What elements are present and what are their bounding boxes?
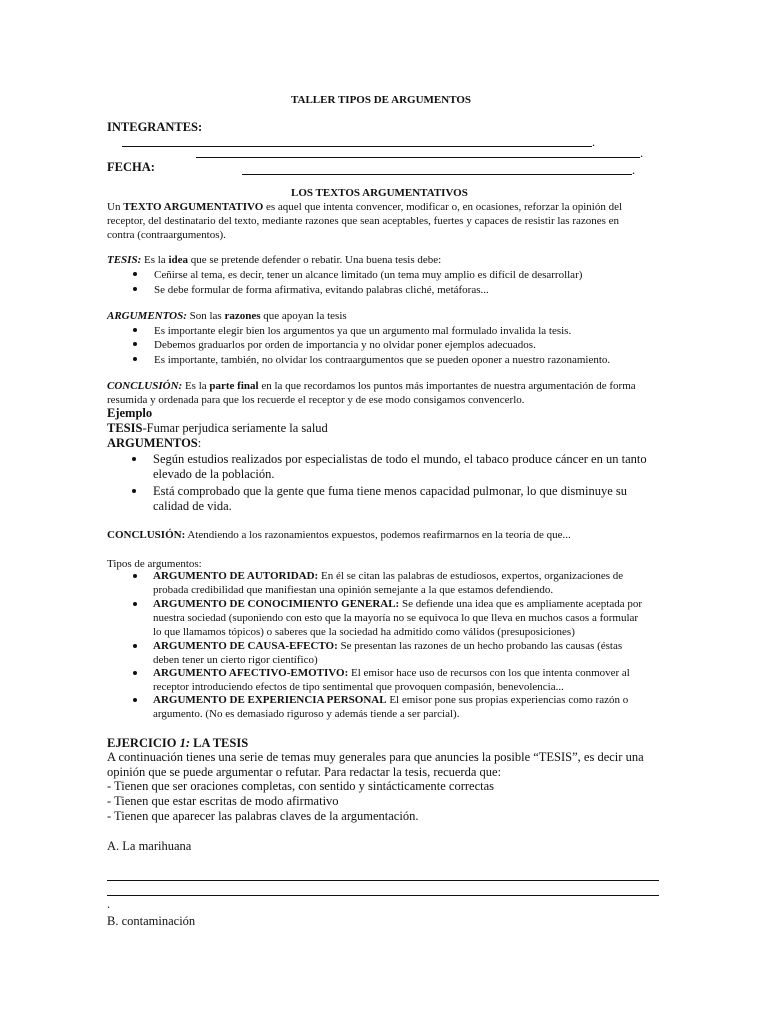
ejercicio-item-a: A. La marihuana	[107, 839, 192, 853]
ejemplo-argumentos-colon: :	[197, 436, 202, 450]
ejercicio-rule-1: - Tienen que ser oraciones completas, con sentido y sintácticamente correctas	[107, 779, 495, 793]
tesis-label: TESIS:	[107, 254, 142, 266]
ejercicio-line-1: A continuación tienes una serie de temas muy generales para que anuncies la posible “TESIS”, es decir una	[107, 750, 644, 764]
fecha-line-end: .	[632, 163, 636, 177]
tipo-1-line-2: probada credibilidad que manifiestan una opinión semejante a la que estamos defendiendo.	[153, 584, 554, 596]
integrantes-label: INTEGRANTES:	[107, 120, 203, 134]
ejercicio-rule-3: - Tienen que aparecer las palabras claves de la argumentación.	[107, 809, 419, 823]
argumentos-bullet-1: Es importante elegir bien los argumentos ya que un argumento mal formulado invalida la tesis.	[154, 325, 572, 337]
document-title: TALLER TIPOS DE ARGUMENTOS	[291, 94, 472, 106]
ejemplo-heading: Ejemplo	[107, 406, 153, 420]
conclusion-label: CONCLUSIÓN:	[107, 380, 183, 392]
bullet-icon	[133, 342, 137, 346]
tipo-1-title: ARGUMENTO DE AUTORIDAD:	[153, 570, 319, 582]
tipo-3-title: ARGUMENTO DE CAUSA-EFECTO:	[153, 640, 338, 652]
tipo-3-line-1	[153, 639, 622, 653]
argumentos-bullet-2: Debemos graduarlos por orden de importancia y no olvidar poner ejemplos adecuados.	[154, 339, 536, 351]
argumentos-bold: razones	[224, 310, 261, 322]
tipo-3-line-2: deben tener un cierto rigor científico)	[153, 654, 318, 666]
tipo-5-line-1	[153, 693, 628, 707]
ejemplo-conclusion-label: CONCLUSIÓN:	[107, 529, 186, 541]
tesis-bold: idea	[168, 254, 189, 266]
tipo-2-line-1	[153, 597, 642, 611]
tipo-5-text: El emisor pone sus propias experiencias como razón o	[386, 694, 629, 706]
tipo-3-text: Se presentan las razones de un hecho probando las causas (éstas	[337, 640, 623, 652]
fecha-label: FECHA:	[107, 160, 155, 174]
intro-line-1	[107, 200, 622, 214]
bullet-icon	[133, 328, 137, 332]
ejercicio-line-2: opinión que se puede argumentar o refutar. Para redactar la tesis, recuerda que:	[107, 765, 502, 779]
tesis-bullet-2: Se debe formular de forma afirmativa, evitando palabras cliché, metáforas...	[154, 284, 489, 296]
tipos-heading: Tipos de argumentos:	[107, 558, 202, 570]
tipo-1-text: En él se citan las palabras de estudiosos, expertos, organizaciones de	[318, 570, 624, 582]
section-heading: LOS TEXTOS ARGUMENTATIVOS	[291, 187, 468, 199]
bullet-icon	[133, 698, 137, 702]
ejercicio-item-b: B. contaminación	[107, 914, 196, 928]
ejercicio-heading-pre: EJERCICIO	[107, 736, 180, 750]
tesis-post: que se pretende defender o rebatir. Una buena tesis debe:	[188, 254, 442, 266]
tesis-pre: Es la	[141, 254, 169, 266]
integrantes-line-1-end: .	[592, 135, 596, 149]
tesis-bullet-1: Ceñirse al tema, es decir, tener un alcance limitado (un tema muy amplio es difícil de desarrollar)	[154, 269, 583, 281]
tipo-2-line-2: nuestra sociedad (suponiendo con esto que la mayoría no se equivoca lo que lleva en muchos casos a formular	[153, 612, 639, 624]
bullet-icon	[133, 357, 137, 361]
ejemplo-bullet-1-line-2: elevado de la población.	[153, 467, 275, 481]
intro-bold: TEXTO ARGUMENTATIVO	[123, 201, 264, 213]
tipo-2-title: ARGUMENTO DE CONOCIMIENTO GENERAL:	[153, 598, 400, 610]
ejercicio-heading	[107, 736, 248, 751]
integrantes-line-2	[196, 157, 640, 158]
intro-line-3: contra (contraargumentos).	[107, 229, 226, 241]
fecha-line	[242, 174, 632, 175]
tipo-2-text: Se defiende una idea que es ampliamente aceptada por	[399, 598, 643, 610]
ejemplo-argumentos-label: ARGUMENTOS	[107, 436, 198, 450]
ejemplo-bullet-2-line-2: calidad de vida.	[153, 499, 232, 513]
answer-line-a-1[interactable]	[107, 880, 659, 881]
tesis-definition	[107, 253, 441, 267]
conclusion-rest: en la que recordamos los puntos más importantes de nuestra argumentación de forma	[258, 380, 636, 392]
bullet-icon	[133, 574, 137, 578]
argumentos-label: ARGUMENTOS:	[107, 310, 187, 322]
intro-rest: es aquel que intenta convencer, modificar o, en ocasiones, reforzar la opinión del	[263, 201, 623, 213]
conclusion-pre: Es la	[182, 380, 210, 392]
bullet-icon	[133, 287, 137, 291]
bullet-icon	[132, 457, 136, 461]
argumentos-definition	[107, 309, 347, 323]
tipo-5-title: ARGUMENTO DE EXPERIENCIA PERSONAL	[153, 694, 387, 706]
ejercicio-rule-2: - Tienen que estar escritas de modo afirmativo	[107, 794, 339, 808]
ejercicio-heading-post: LA TESIS	[190, 736, 249, 750]
ejemplo-tesis-text: -Fumar perjudica seriamente la salud	[142, 421, 328, 435]
ejemplo-argumentos	[107, 436, 201, 451]
argumentos-pre: Son las	[186, 310, 225, 322]
bullet-icon	[132, 489, 136, 493]
argumentos-post: que apoyan la tesis	[260, 310, 347, 322]
conclusion-bold: parte final	[209, 380, 259, 392]
answer-line-a-2[interactable]	[107, 895, 659, 896]
bullet-icon	[133, 272, 137, 276]
tipo-5-line-2: argumento. (No es demasiado riguroso y además tiende a ser parcial).	[153, 708, 460, 720]
ejemplo-conclusion	[107, 528, 571, 542]
ejemplo-bullet-1-line-1: Según estudios realizados por especialistas de todo el mundo, el tabaco produce cáncer en un tanto	[153, 452, 647, 466]
intro-line-2: receptor, del destinatario del texto, mediante razones que sean aceptables, fuertes y capaces de resistir las razones en	[107, 215, 620, 227]
bullet-icon	[133, 644, 137, 648]
bullet-icon	[133, 602, 137, 606]
tipo-1-line-1	[153, 569, 623, 583]
tipo-4-text: El emisor hace uso de recursos con los que intenta conmover al	[348, 667, 630, 679]
ejercicio-heading-num: 1:	[179, 736, 191, 750]
answer-line-a-mark: .	[107, 897, 111, 911]
bullet-icon	[133, 671, 137, 675]
integrantes-line-2-end: .	[640, 146, 644, 160]
argumentos-bullet-3: Es importante, también, no olvidar los contraargumentos que se pueden oponer a nuestro razonamiento.	[154, 354, 611, 366]
ejemplo-bullet-2-line-1: Está comprobado que la gente que fuma tiene menos capacidad pulmonar, lo que disminuye su	[153, 484, 628, 498]
integrantes-line-1	[122, 146, 592, 147]
ejemplo-tesis-label: TESIS	[107, 421, 143, 435]
ejemplo-conclusion-text: Atendiendo a los razonamientos expuestos, podemos reafirmarnos en la teoría de que...	[185, 529, 571, 541]
tipo-4-line-1	[153, 666, 630, 680]
conclusion-line-2: resumida y ordenada para que los recuerde el receptor y de ese modo consigamos convencerlo.	[107, 394, 525, 406]
intro-pre: Un	[107, 201, 124, 213]
tipo-4-line-2: receptor introduciendo efectos de tipo sentimental que provoquen compasión, benevolencia...	[153, 681, 564, 693]
ejemplo-tesis	[107, 421, 328, 436]
tipo-4-title: ARGUMENTO AFECTIVO-EMOTIVO:	[153, 667, 349, 679]
tipo-2-line-3: lo que llamamos tópicos) o saberes que la sociedad ha admitido como válidos (presuposiciones)	[153, 626, 575, 638]
conclusion-line-1	[107, 379, 636, 393]
